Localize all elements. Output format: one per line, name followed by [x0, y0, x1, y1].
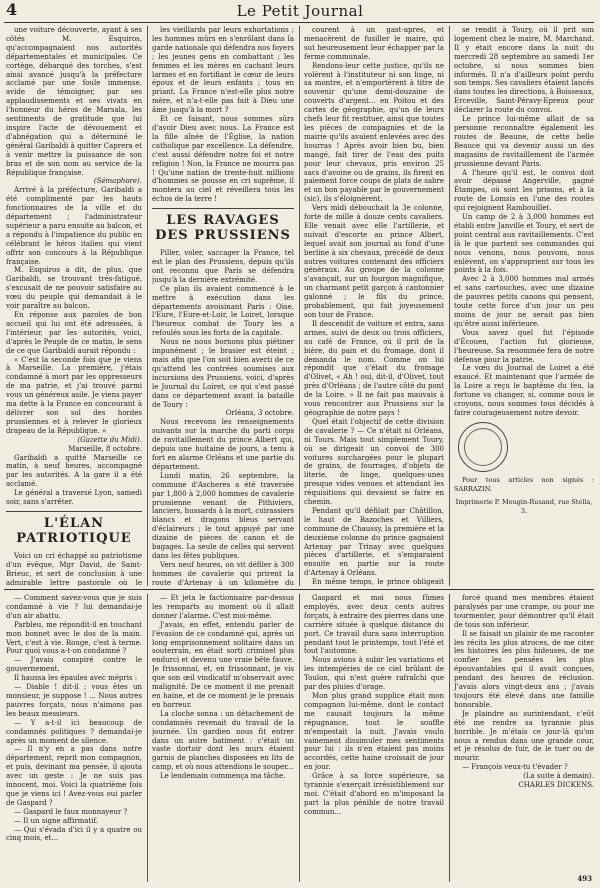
paragraph: — François veux-tu t'évader ? — [462, 763, 568, 772]
paragraph: — Y a-t-il ici beaucoup de condamnés politiques ? demandai-je après un moment de silence. — [6, 718, 142, 745]
paragraph: Le prince lui-même allait de sa personne reconnaître également les routes de Beaune, de cette belle Beauce qui va devenir aussi un des magasins de ravitaillement de l'armée prussienne devant Paris. — [454, 115, 594, 168]
paragraph: Pendant qu'il défilait par Châtillon, le haut de Bazoches et Villiers, commune de Chaussy, la première et la deuxième colonne du prince gagnaient Artenay par Trinay avec quelques pièces d'artillerie, et s'emparaient ensuite en partie sur la route d'Artenay à Orléans. — [304, 506, 444, 578]
feuilleton-rule — [4, 589, 594, 590]
feuilleton-column-3 — [304, 594, 444, 880]
header-rule — [4, 22, 594, 23]
paragraph: Piller, voler, saccager la France, tel est le plan des Prussiens, depuis qu'ils ont reconnu que Paris se défendra jusqu'à la dernière extrémité. — [152, 249, 294, 284]
paragraph: Nous avions à subir les variations et les intempéries de ce ciel brûlant de Toulon, qui n'est guère rafraîchi que par des pluies d'orage. — [304, 656, 444, 692]
dateline: Orléans, 3 octobre. — [225, 409, 294, 418]
paragraph: Nous recevons les renseignements suivants sur la marche du parti corps de ravitaillement du prince Albert qui, depuis une huitaine de jours, a tenu à fort en alarme Orléans et une partie du département. — [152, 418, 294, 471]
paragraph: En même temps, le prince obligeait — [312, 578, 444, 586]
postal-stamp-icon — [458, 422, 508, 472]
paragraph: (La suite à demain). — [523, 772, 594, 781]
paragraph: Vers neuf heures, on vit défiler à 300 hommes de cavalerie qui prirent la route d'Artenay à un kilomètre du — [152, 560, 294, 586]
column-divider — [449, 594, 450, 882]
column-divider — [299, 594, 300, 882]
feuilleton-column-2 — [152, 594, 294, 880]
paragraph: Garibaldi a quitté Marseille ce matin, à neuf heures, accompagné par les autorités. A la gare il a été acclamé. — [6, 453, 142, 489]
page-number: 4 — [6, 0, 18, 19]
paragraph: Arrivé à la préfecture, Garibaldi a été complimenté par les hauts fonctionnaires de la ville et du département ; l'administrateur supérieur a paru ensuite au balcon, et a répondu à l'impatience du public en célébrant le héros italien qui vient offrir son concours à la République française. — [6, 186, 142, 266]
paragraph: Je plaindre au surintendant, c'eût été me rendre sa tyrannie plus horrible. Je m'étais ce jour-là qu'on nous a rendus dans une grande cour, et je résolus de fuir, de le tuer ou de mourir. — [454, 709, 594, 763]
paragraph: Nous ne nous bornons plus piétiner impunément ; le brasier est éteint ; mais afin que l'on soit bien averti de ce qu'attend les contrées soumises aux incursions des Prussiens, voici, d'après le Journal du Loiret, ce qui s'est passé dans ce département avant la bataille de Toury : — [152, 338, 294, 409]
feuilleton-column-4 — [454, 594, 594, 868]
paragraph: — Qui s'évada d'ici il y a quatre ou cinq mois, et... — [6, 825, 142, 843]
column-1 — [6, 26, 142, 586]
paragraph: Le général a traversé Lyon, samedi soir, sans s'arrêter. — [6, 489, 142, 507]
author-signature: CHARLES DICKENS. — [518, 781, 594, 790]
paragraph: — Il un signe affirmatif. — [14, 816, 99, 825]
paragraph: — Diable ! dit-il ; vous êtes un monsieur, je suppose ! ... Nous autres pauvres forçats, nous n'aimons pas les beaux messieurs. — [6, 683, 142, 718]
paragraph: — Gaspard le faux monnayeur ? — [14, 807, 128, 816]
paragraph: Il descendit de voiture et entra, sans armes, suivi de deux ou trois officiers, au café de France, où il prit de la bière, du pain et du fromage, dont il demanda le nom. Comme on lui répondit que c'était du fromage d'Olivet, « Ah ! oui, dit-il, d'Olivet, tout près d'Orléans ; de l'autre côté du pont de la Loire. » Il ne fait pas mauvais à vous rencontrer aux Prussiens sur la géographie de notre pays ! — [304, 319, 444, 417]
paragraph: — Comment savez-vous que je suis condamné à vie ? lui demandai-je d'un air abattu. — [6, 594, 142, 620]
column-divider — [449, 26, 450, 586]
sheet-number: 493 — [577, 874, 592, 883]
column-2 — [152, 26, 294, 586]
printer-credit: Imprimerie P. Mougin-Rusand, rue Stella, 3. — [455, 497, 593, 515]
paragraph: En réponse aux paroles de bon accueil qui lui ont été adressées, à l'intérieur, par les autorités, voici, d'après le Peuple de ce matin, le sens de ce que Garibaldi aurait répondu : — [6, 311, 142, 355]
paragraph: Gaspard et moi nous fûmes employés, avec deux cents autres forçats, à extraire des pierres dans une carrière située à quelque distance du port. Ce travail dura sans interruption pendant tout le printemps, tout l'été et tout l'automne. — [304, 594, 444, 656]
paragraph: Un camp de 2 à 3,000 hommes est établi entre Janville et Toury, et sert de point central aux ravitaillements. C'est là le que partent ses commandes qui nous venons, nous pouvons, nous enlèvent, on s'approprient sur tous les points à la fois. — [454, 213, 594, 275]
paragraph: Quel était l'objectif de cette division de cavalerie ? — Ce n'était ni Orléans, ni Tours. Mais tout simplement Toury, où se dirigeait un convoi de 300 voitures surchargées pour le plupart de grains, de fourrages, d'objets de literie, de linge, quelques-unes presque vides venues et attendant les réquisitions qui devaient se faire en chemin. — [304, 417, 444, 507]
article-title: LES RAVAGES DES PRUSSIENS — [152, 208, 294, 243]
dateline: Marseille, 8 octobre. — [68, 444, 142, 453]
article-title: L'ÉLAN PATRIOTIQUE — [6, 511, 142, 546]
paragraph: J'avais, en effet, entendu parler de l'évasion de ce condamné qui, après un long emprisonnement solitaire dans un souterrain, en était sorti criminel plus endurci et devenu une vraie bête fauve. Je frissonnai, et, en frissonnant, je vis que son œil vindicatif m'observait avec malignité. De ce moment il me prenait en haine, et de ce moment je le prenais en horreur. — [152, 620, 294, 709]
signature-note: Pour tous articles non signés : SARRAZIN. — [454, 475, 594, 493]
paragraph: Le vœu du Journal de Loiret a été exaucé. Et maintenant que l'armée de la Loire a reçu le baptême du feu, la fortune va changer, si, comme nous le croyons, nous sommes tous décidés à faire courageusement notre devoir. — [454, 364, 594, 417]
paragraph: une voiture découverte, ayant à ses côtés M. Esquiros, qu'accompagnaient nos autorités départementales et municipales. Ce cortège, débarqué des torches, s'est ainsi avancé jusqu'à la préfecture acclamé par une foule immense, avide de témoigner, par ses applaudissements et ses vivats en l'honneur du héros de Marsala, les sentiments de gratitude que lui inspire l'acte de dévouement et d'abnégation qui a déterminé le général Garibaldi à quitter Caprera et à venir mettre la puissance de son bras et de son nom au service de la République française. — [6, 26, 142, 177]
paragraph: Parbleu, me répondit-il en touchant mon bonnet avec le dos de la main. Vert, c'est à vie. Rouge, c'est à terme. Pour quoi vous a-t-on condamné ? — [6, 620, 142, 656]
page-header — [0, 0, 600, 22]
paragraph: Le lendemain commença ma tâche. — [160, 772, 286, 781]
paragraph: courent à un gast-apres, et menacèrent de fusiller le maire, qui sut heureusement leur échapper par la ferme communale. — [304, 26, 444, 61]
source-credit: (Sémaphore). — [93, 177, 142, 186]
paragraph: « C'est la seconde fois que je viens à Marseille. La première, j'étais condamné à mort par les oppresseurs de ma patrie, et j'ai trouvé parmi vous un généreux asile. Je viens payer ma dette à la France en concourant à délivrer son sol des hordes prussiennes et à relever le glorieux drapeau de la République. » — [6, 355, 142, 435]
paragraph: forcé quand mes membres étaient paralysés par une crampe, ou pour me tourmenter, pour démontrer qu'il était de tous son inférieur. — [454, 594, 594, 629]
paragraph: Avec 2 à 3,000 hommes mal armés et sans cartouches, avec une dizaine de pauvres petits canons qui pensent, toute cette force d'un jour un peu moins de jour ne serait pas bien qu'être aussi inférieure. — [454, 275, 594, 328]
paragraph: La cloche sonna : un détachement de condamnés revenait du travail de la journée. Un gardien nous fit entrer dans un autre batiment : c'était un vaste dortoir dont les murs étaient garnis de planches disposées en lits de camp, et où nous attendions le souper... — [152, 709, 294, 772]
feuilleton-column-1 — [6, 594, 142, 880]
column-3 — [304, 26, 444, 586]
paragraph: Grâce à sa force supérieure, sa tyrannie s'exerçait irrésistiblement sur moi. C'était d'abord en m'imposant la part la plus pénible de notre travail commun... — [304, 772, 444, 816]
paragraph: se rendit à Toury, où il prit son logement chez le maire, M. Marchand. Il y était encore dans la nuit du mercredi 28 septembre au samedi 1er octobre, si nous sommes bien informés. Il n'a d'ailleurs point perdu son temps. Ses cavaliers étaient lancés dans toutes les directions, à Boisseaux, Erceville, Saint-Péravy-Epreux pour déclarer la route du convoi. — [454, 26, 594, 115]
paragraph: Voici un cri échappé au patriotisme d'un évêque, Mgr David, de Saint-Brieuc, et sert de conclusion à une admirable lettre pastorale où le — [6, 551, 142, 586]
paragraph: M. Esquiros a dit, de plus, que Garibaldi, se trouvant très-fatigué, s'excusait de ne pouvoir satisfaire au vœu du peuple qui demandait à le voir paraître au balcon. — [6, 266, 142, 311]
column-4 — [454, 26, 594, 586]
paragraph: les vieillards par leurs exhortations ; les hommes mûrs en s'enrôlant dans la garde nationale qui défendra nos foyers ; les jeunes gens en combattant ; les femmes et les mères en cachant leurs larmes et en fortifiant le cœur de leurs époux et de leurs enfants ; tous en priant. La France n'est-elle plus notre mère, et n'a-t-elle pas fait à Dieu une âme jusqu'à la mort ? — [152, 26, 294, 115]
paragraph: Ce plan ils avaient commencé à le mettre à exécution dans les départements avoisinant Paris : Oise, l'Eure, l'Eure-et-Loir, le Loiret, lorsque l'heureux combat de Toury les a refoulés sous les forts de la capitale. — [152, 284, 294, 338]
column-divider — [299, 26, 300, 586]
source-credit: (Gazette du Midi). — [77, 435, 142, 444]
paragraph: Vers midi débouchait la 3e colonne, forte de mille à douze cents cavaliers. Elle venait avec elle l'artillerie, et suivait d'escorte au prince Albert, lequel avait son journal au fond d'une berline à six chevaux, précédé de deux autres voitures contenant des officiers généraux. Au groupe de la colonne s'avançait, sur un fourgon magnifique, un charmant petit garçon à cantonnier galonné ; le fils du prince, probablement, qui fait joyeusement son tour de France. — [304, 204, 444, 319]
paragraph: Rendons-leur cette justice, qu'ils ne volèrent à l'instituteur ni son linge, ni sa montre, et n'emportèrent à titre de souvenir qu'une demi-douzaine de couverts d'argent... en Poitou et des cartes de géographie, qu'un de leurs chefs leur fit restituer, ainsi que toutes les pièces de compagnies et de la mairie qu'ils avaient enlevées avec des hourras ! Après avoir bien bu, bien mangé, fait tirer de l'eau des puits pour leur chevaux, pris environ 25 sacs d'avoine ou de grains, ils firent en paiement force coups de plats de sabre et un bon payable par le gouvernement (sic), ils s'éloignèrent. — [304, 61, 444, 204]
paragraph: — Il n'y en a pas dans notre département, reprit mon compagnon, et puis, devinant ma pensée, il ajouta avec un geste : Je ne suis pas innocent, moi. Voici la quatrième fois que je viens ici ! Avez-vous oui parler de Gaspard ? — [6, 745, 142, 807]
paragraph: — J'avais conspiré contre le gouvernement. — [6, 656, 142, 674]
paragraph: — Et jeta le factionnaire par-dessus les remparts au moment où il allait donner l'alarme. C'est moi-même. — [152, 594, 294, 620]
paragraph: Vous savez quel fut l'épisode d'Écouen, l'action fut glorieuse, l'heureuse. Sa renommée fera de notre défense pour la patrie. — [454, 328, 594, 364]
masthead-title: Le Petit Journal — [236, 2, 364, 20]
paragraph: Il haussa les épaules avec mépris : — [14, 674, 138, 683]
column-divider — [147, 26, 148, 586]
paragraph: Lundi matin, 26 septembre, la commune d'Ascheres a été traversée par 1,800 à 2,000 hommes de cavalerie prussienne venant de Pithiviers, lanciers, hussards à la mort, cuirassiers blancs et dragons bleus servant d'éclaireurs ; le tout appuyé par une dizaine de pièces de canon et de bagages. La seule de celles qui servent dans les fêtes publiques. — [152, 471, 294, 560]
paragraph: Il se faisait un plaisir de me raconter les récits les plus atroces, de me citer les histoires les plus hideuses, de me confier les pensées les plus épouvantables qui il avait conçues, pendant des heures de réclusion. J'avais alors vingt-deux ans ; j'avais toujours été élevé dans une famille honorable. — [454, 629, 594, 709]
paragraph: Mon plus grand supplice était mon compagnon lui-même, dont le contact me causait toujours la même répugnance, tout le souffle m'empestait la nuit. J'avais voulu vainement dissimuler mes sentiments pour lui : ils n'en étaient pas moins accordés, cette haine croissait de jour en jour. — [304, 691, 444, 772]
column-divider — [147, 594, 148, 882]
paragraph: A l'heure qu'il est, le convoi doit avoir dépassé Angerville, gagné Étampes, où sont les prisons, et à la route de Lomsis en l'une des routes qui rejoignent Rambouillet. — [454, 168, 594, 213]
paragraph: Et ce faisant, nous sommes sûrs d'avoir Dieu avec nous. La France est la fille aînée de l'Église, la nation catholique par excellence. La défendre, c'est aussi défendre notre foi et notre religion ! Non, la France ne mourra pas ! Qu'une nation de trente-huit millions d'hommes se pousse en cri suprême, il montera au ciel et réveillera tous les échos de la terre ! — [152, 115, 294, 204]
